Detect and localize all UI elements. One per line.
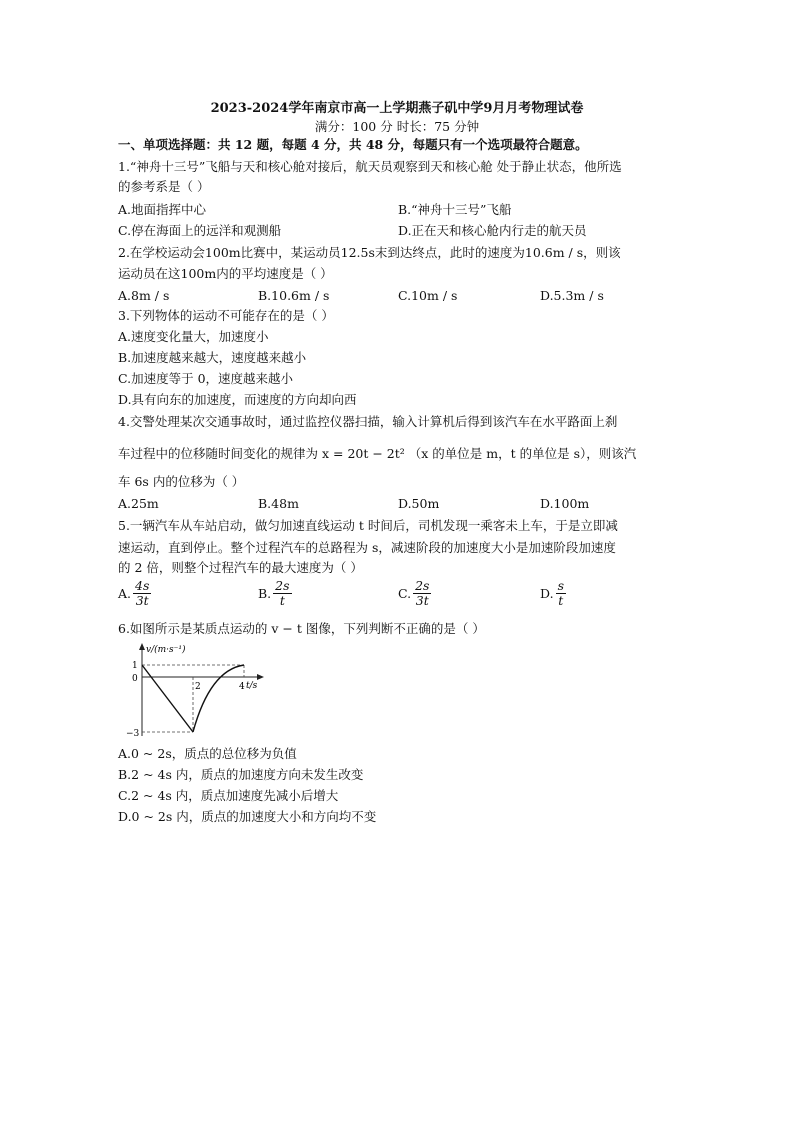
x-axis-label: t/s	[246, 681, 258, 691]
q1-option-b: B.“神舟十三号”飞船	[398, 202, 512, 217]
q4-option-c: D.50m	[398, 496, 440, 511]
q5-stem: 5.一辆汽车从车站启动，做匀加速直线运动 t 时间后，司机发现一乘客未上车，于是立即减	[118, 518, 618, 533]
q5-option-a-denominator: 3t	[135, 593, 149, 608]
q3-option-d: D.具有向东的加速度，而速度的方向却向西	[118, 392, 357, 407]
vt-curve-segment	[193, 665, 244, 732]
q5-option-c	[398, 579, 431, 608]
q5-option-b-denominator: t	[279, 593, 285, 608]
y-axis-arrow	[139, 643, 145, 650]
vt-graph	[118, 640, 268, 740]
q1-option-c: C.停在海面上的远洋和观测船	[118, 223, 282, 238]
q1-option-d: D.正在天和核心舱内行走的航天员	[398, 223, 587, 238]
q2-option-c: C.10m / s	[398, 288, 458, 303]
q5-stem-3: 的 2 倍，则整个过程汽车的最大速度为（ ）	[118, 560, 363, 575]
q1-stem: 1.“神舟十三号”飞船与天和核心舱对接后，航天员观察到天和核心舱 处于静止状态，他所选	[118, 159, 622, 174]
tick-label-2: 2	[195, 682, 201, 692]
q5-option-c-denominator: 3t	[415, 593, 429, 608]
q5-option-a-label: A.	[118, 585, 132, 601]
q5-option-b-label: B.	[258, 585, 272, 601]
q3-option-c: C.加速度等于 0，速度越来越小	[118, 371, 294, 386]
q5-option-b	[258, 579, 292, 608]
q5-stem-2: 速运动，直到停止。整个过程汽车的总路程为 s，减速阶段的加速度大小是加速阶段加速度	[118, 540, 616, 555]
tick-label-0: 0	[132, 674, 138, 684]
q3-stem: 3.下列物体的运动不可能存在的是（ ）	[118, 308, 334, 323]
q2-stem: 2.在学校运动会100m比赛中，某运动员12.5s末到达终点，此时的速度为10.6m / s，则该	[118, 245, 621, 260]
q4-option-b: B.48m	[258, 496, 299, 511]
q4-option-d: D.100m	[540, 496, 590, 511]
q4-option-a: A.25m	[118, 496, 159, 511]
q5-option-c-label: C.	[398, 585, 412, 601]
q6-stem: 6.如图所示是某质点运动的 v − t 图像，下列判断不正确的是（ ）	[118, 621, 485, 636]
q4-stem: 4.交警处理某次交通事故时，通过监控仪器扫描，输入计算机后得到该汽车在水平路面上刹	[118, 414, 618, 429]
q4-stem-2: 车过程中的位移随时间变化的规律为 x = 20t − 2t² （x 的单位是 m，t 的单位是 s），则该汽	[118, 446, 637, 461]
q5-option-a-numerator: 4s	[135, 578, 150, 593]
q3-option-a: A.速度变化量大，加速度小	[118, 329, 269, 344]
exam-meta: 满分：100 分 时长：75 分钟	[314, 119, 480, 134]
q5-option-a-fraction	[133, 579, 151, 608]
q1-option-a: A.地面指挥中心	[118, 202, 207, 217]
q4-stem-3: 车 6s 内的位移为（ ）	[118, 474, 245, 489]
q3-option-b: B.加速度越来越大，速度越来越小	[118, 350, 307, 365]
q5-option-d-fraction	[556, 579, 566, 608]
y-axis-label: v/(m·s⁻¹)	[146, 645, 186, 655]
vt-line-segment	[142, 665, 193, 732]
q6-option-c: C.2 ~ 4s 内，质点加速度先减小后增大	[118, 788, 339, 803]
q5-option-d-numerator: s	[557, 578, 564, 593]
q6-option-d: D.0 ~ 2s 内，质点的加速度大小和方向均不变	[118, 809, 377, 824]
q5-option-c-numerator: 2s	[415, 578, 430, 593]
q5-option-d-denominator: t	[558, 593, 564, 608]
q5-option-b-numerator: 2s	[275, 578, 290, 593]
q2-option-a: A.8m / s	[118, 288, 170, 303]
q5-option-b-fraction	[273, 579, 291, 608]
x-axis-arrow	[257, 674, 264, 680]
q6-option-a: A.0 ~ 2s，质点的总位移为负值	[118, 746, 297, 761]
section-heading: 一、单项选择题：共 12 题，每题 4 分，共 48 分，每题只有一个选项最符合题意。	[118, 137, 588, 152]
q6-option-b: B.2 ~ 4s 内，质点的加速度方向未发生改变	[118, 767, 364, 782]
q5-option-d	[540, 579, 566, 608]
q5-option-c-fraction	[413, 579, 431, 608]
q2-stem-2: 运动员在这100m内的平均速度是（ ）	[118, 266, 333, 281]
tick-label-4: 4	[239, 682, 245, 692]
tick-label-1: 1	[132, 661, 138, 671]
tick-label-neg3: −3	[126, 729, 140, 739]
q2-option-d: D.5.3m / s	[540, 288, 604, 303]
q2-option-b: B.10.6m / s	[258, 288, 330, 303]
exam-title: 2023-2024学年南京市高一上学期燕子矶中学9月月考物理试卷	[210, 101, 584, 116]
q5-option-a	[118, 579, 151, 608]
q1-stem-2: 的参考系是（ ）	[118, 179, 210, 194]
q5-option-d-label: D.	[540, 585, 554, 601]
